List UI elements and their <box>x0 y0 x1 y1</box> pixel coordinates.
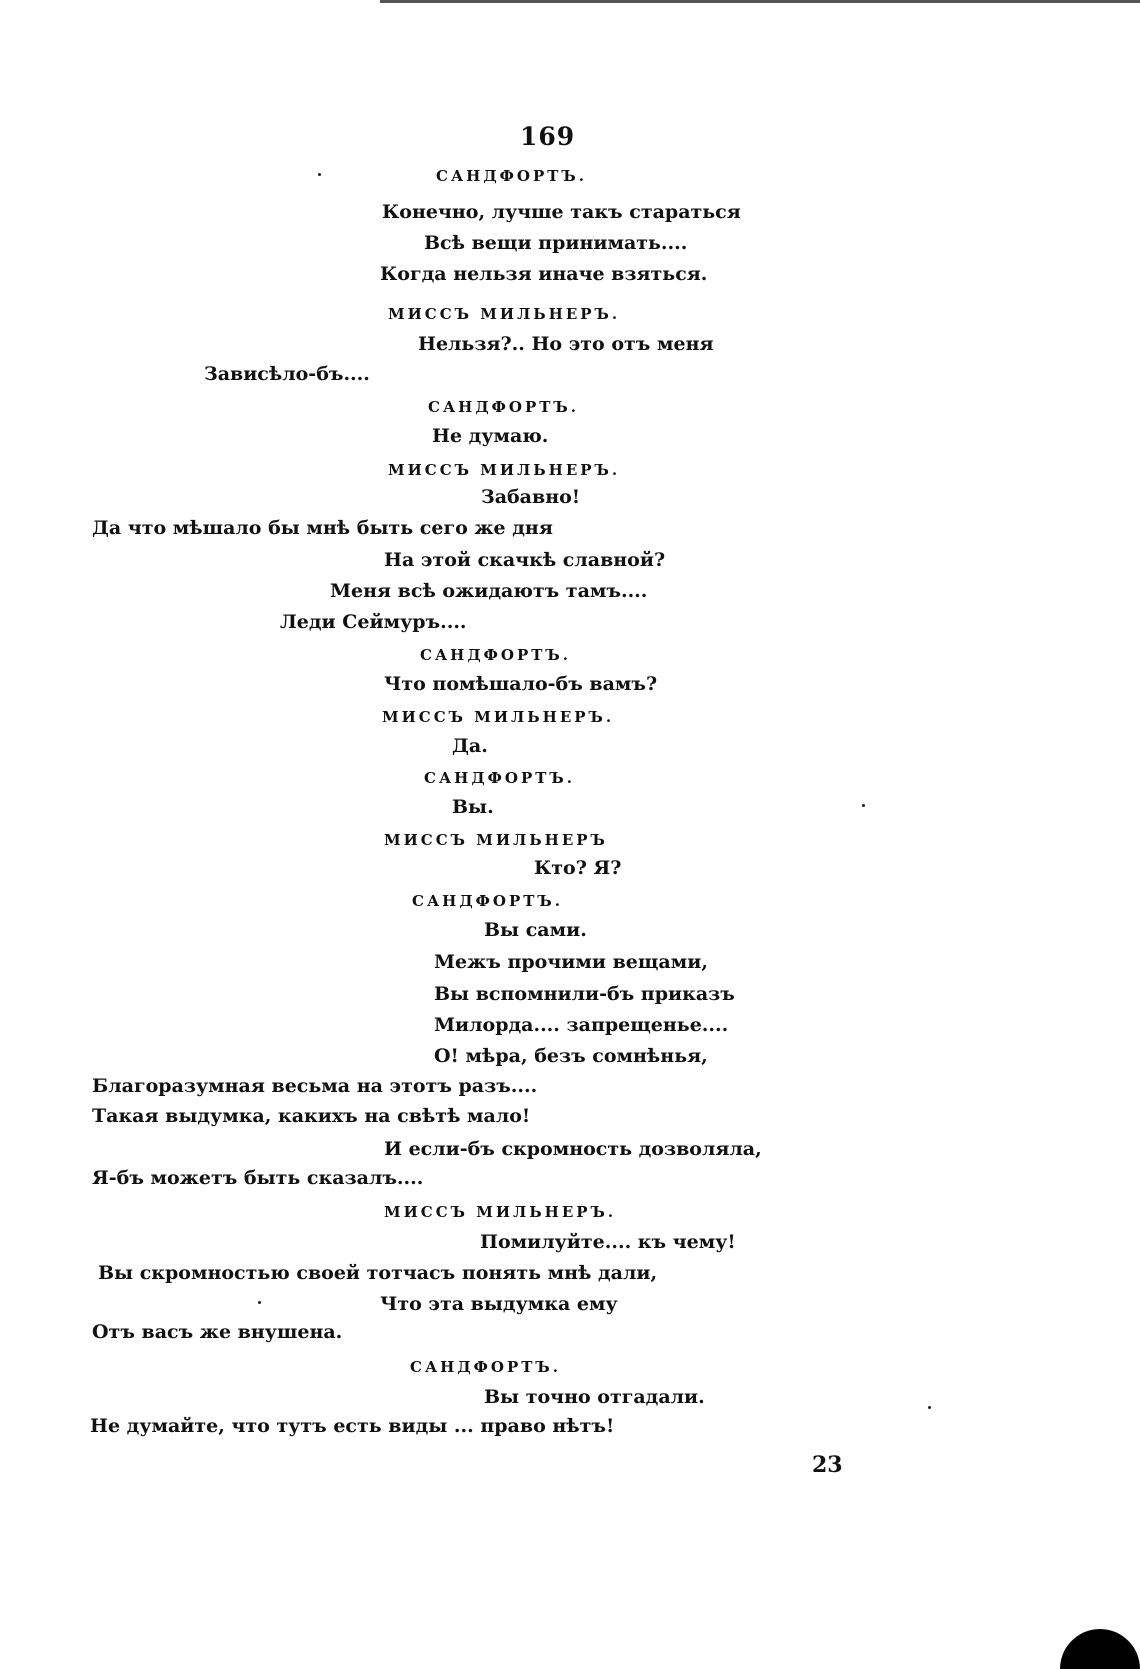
print-speck <box>862 804 865 807</box>
verse-line: Отъ васъ же внушена. <box>92 1321 343 1343</box>
speaker-heading: САНДФОРТЪ. <box>412 892 563 910</box>
verse-line: О! мѣра, безъ сомнѣнья, <box>434 1045 708 1067</box>
verse-line: Вы вспомнили-бъ приказъ <box>434 983 735 1005</box>
verse-line: Не думайте, что тутъ есть виды ... право нѣтъ! <box>90 1415 615 1437</box>
top-edge-rule <box>380 0 1140 3</box>
verse-line: Не думаю. <box>432 425 549 447</box>
speaker-heading: САНДФОРТЪ. <box>410 1358 561 1376</box>
speaker-heading: САНДФОРТЪ. <box>420 646 571 664</box>
printer-signature: 23 <box>812 1452 843 1478</box>
verse-line: Такая выдумка, какихъ на свѣтѣ мало! <box>92 1105 531 1127</box>
verse-line: Да. <box>452 735 488 757</box>
print-speck <box>258 1301 261 1304</box>
speaker-heading: МИССЪ МИЛЬНЕРЪ. <box>384 1203 617 1221</box>
print-speck <box>318 173 321 176</box>
verse-line: Леди Сеймуръ.... <box>280 611 467 633</box>
verse-line: Кто? Я? <box>534 857 622 879</box>
verse-line: Нельзя?.. Но это отъ меня <box>418 333 714 355</box>
speaker-heading: САНДФОРТЪ. <box>424 769 575 787</box>
verse-line: Что эта выдумка ему <box>380 1293 618 1315</box>
speaker-heading: МИССЪ МИЛЬНЕРЪ. <box>388 461 621 479</box>
print-speck <box>928 1406 931 1409</box>
verse-line: Что помѣшало-бъ вамъ? <box>384 673 658 695</box>
verse-line: Завиcѣло-бъ.... <box>204 363 370 385</box>
verse-line: Вы сами. <box>484 919 587 941</box>
corner-ink-blot <box>1060 1629 1140 1669</box>
verse-line: Да что мѣшало бы мнѣ быть сего же дня <box>92 517 553 539</box>
verse-line: Милорда.... запрещенье.... <box>434 1014 729 1036</box>
speaker-heading: МИССЪ МИЛЬНЕРЪ. <box>388 305 621 323</box>
verse-line: Забавно! <box>481 486 581 508</box>
verse-line: Помилуйте.... къ чему! <box>480 1231 736 1253</box>
page-number: 169 <box>520 122 576 151</box>
verse-line: И если-бъ скромность дозволяла, <box>384 1138 762 1160</box>
speaker-heading: САНДФОРТЪ. <box>428 398 579 416</box>
verse-line: Благоразумная весьма на этотъ разъ.... <box>92 1075 538 1097</box>
verse-line: Я-бъ можетъ быть сказалъ.... <box>92 1167 424 1189</box>
verse-line: Межъ прочими вещами, <box>434 951 708 973</box>
verse-line: Всѣ вещи принимать.... <box>424 232 688 254</box>
verse-line: Меня всѣ ожидаютъ тамъ.... <box>330 580 648 602</box>
verse-line: Вы скромностью своей тотчасъ понять мнѣ дали, <box>98 1262 658 1284</box>
verse-line: Конечно, лучше такъ стараться <box>382 201 741 223</box>
speaker-heading: САНДФОРТЪ. <box>436 167 587 185</box>
verse-line: На этой скачкѣ славной? <box>384 549 666 571</box>
speaker-heading: МИССЪ МИЛЬНЕРЪ <box>384 831 608 849</box>
verse-line: Вы. <box>452 796 494 818</box>
verse-line: Когда нельзя иначе взяться. <box>380 263 708 285</box>
verse-line: Вы точно отгадали. <box>484 1386 705 1408</box>
speaker-heading: МИССЪ МИЛЬНЕРЪ. <box>382 708 615 726</box>
